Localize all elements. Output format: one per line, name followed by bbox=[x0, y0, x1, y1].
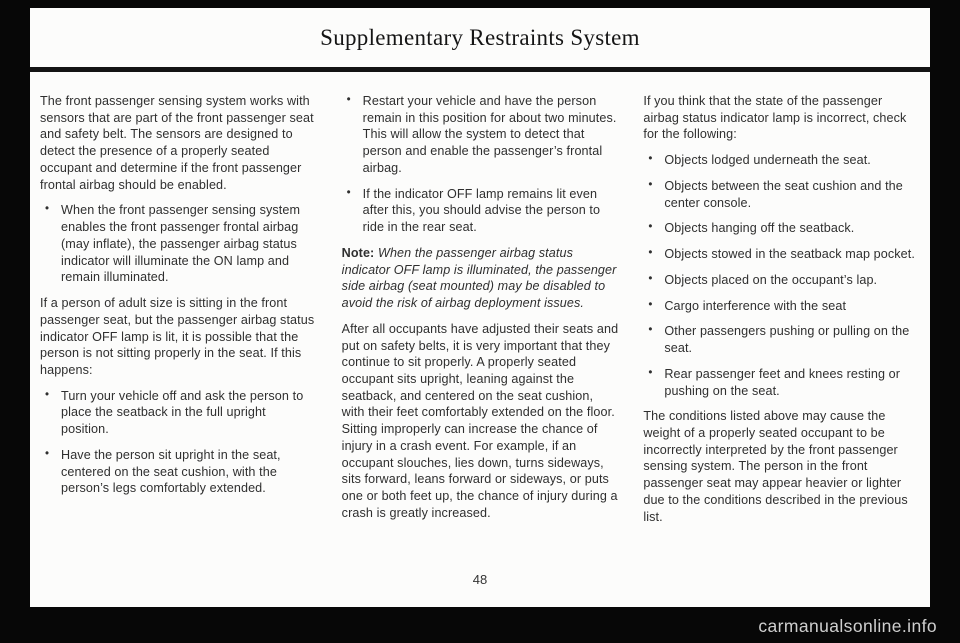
list-item-text: • Objects stowed in the seatback map pocket. bbox=[664, 247, 915, 262]
note-paragraph bbox=[342, 245, 619, 312]
list-item-text: • Objects hanging off the seatback. bbox=[664, 221, 855, 236]
list-item bbox=[643, 323, 920, 356]
paragraph: If you think that the state of the passenger airbag status indicator lamp is incorrect, check for the following: bbox=[643, 94, 907, 142]
paragraph: If a person of adult size is sitting in the front passenger seat, but the passenger airbag status indicator OFF lamp is lit, it is possible that the person is not sitting properly in the seat. If this happens: bbox=[40, 296, 315, 378]
content-columns bbox=[30, 72, 930, 534]
list-item bbox=[643, 298, 920, 315]
list-item bbox=[643, 178, 920, 211]
paragraph: The conditions listed above may cause the weight of a properly seated occupant to be incorrectly interpreted by the front passenger sensing system. The person in the front passenger seat may appear heavier or lighter due to the conditions described in the previous list. bbox=[643, 409, 908, 524]
list-item bbox=[40, 202, 317, 286]
manual-page bbox=[30, 8, 930, 607]
page-title: Supplementary Restraints System bbox=[320, 24, 640, 50]
list-item bbox=[40, 447, 317, 497]
list-item-text: • Restart your vehicle and have the person remain in this position for about two minutes. This will allow the system to detect that person and enable the passenger’s frontal airbag. bbox=[362, 94, 617, 175]
list-item-text: • Objects lodged underneath the seat. bbox=[664, 153, 871, 168]
column-3 bbox=[643, 93, 920, 534]
page-number: 48 bbox=[472, 572, 488, 587]
list-item-text: • Rear passenger feet and knees resting or pushing on the seat. bbox=[664, 366, 901, 398]
list-item-text: • If the indicator OFF lamp remains lit even after this, you should advise the person to ride in the rear seat. bbox=[362, 186, 601, 235]
list-item-text: • Turn your vehicle off and ask the person to place the seatback in the full upright position. bbox=[61, 388, 304, 437]
list-item bbox=[342, 186, 619, 236]
list-item-text: • Have the person sit upright in the seat, centered on the seat cushion, with the person’s legs comfortably extended. bbox=[61, 447, 281, 496]
list-item-text: • Objects between the seat cushion and the center console. bbox=[664, 178, 903, 210]
column-2 bbox=[342, 93, 619, 534]
list-item bbox=[643, 246, 920, 263]
list-item-text: • When the front passenger sensing system enables the front passenger frontal airbag (may inflate), the passenger airbag status indicator will illuminate the ON lamp and remain illuminated. bbox=[61, 203, 301, 285]
page-header bbox=[30, 8, 930, 67]
paragraph: The front passenger sensing system works with sensors that are part of the front passenger seat and safety belt. The sensors are designed to detect the presence of a properly seated occupant and determine if the front passenger frontal airbag should be enabled. bbox=[40, 94, 314, 192]
list-item bbox=[643, 272, 920, 289]
paragraph: After all occupants have adjusted their seats and put on safety belts, it is very important that they continue to sit properly. A properly seated occupant sits upright, leaning against the seatback, and centered on the seat cushion, with their feet comfortably extended on the floor. Sitting improperly can increase the chance of injury in a crash event. For example, if an occupant slouches, lies down, turns sideways, sits forward, leans forward or sideways, or puts one or both feet up, the chance of injury during a crash is greatly increased. bbox=[341, 321, 619, 520]
list-item-text: • Cargo interference with the seat bbox=[664, 298, 847, 313]
list-item bbox=[40, 388, 317, 438]
list-item bbox=[643, 152, 920, 169]
note-label: Note: bbox=[341, 245, 375, 260]
list-item bbox=[643, 366, 920, 399]
watermark: carmanualsonline.info bbox=[758, 616, 937, 636]
list-item bbox=[342, 93, 619, 177]
list-item-text: • Other passengers pushing or pulling on the seat. bbox=[664, 324, 910, 356]
column-1 bbox=[40, 93, 317, 534]
list-item-text: • Objects placed on the occupant’s lap. bbox=[664, 272, 878, 287]
list-item bbox=[643, 220, 920, 237]
note-text: When the passenger airbag status indicator OFF lamp is illuminated, the passenger side airbag (seat mounted) may be disabled to avoid the risk of airbag deployment issues. bbox=[341, 245, 617, 311]
